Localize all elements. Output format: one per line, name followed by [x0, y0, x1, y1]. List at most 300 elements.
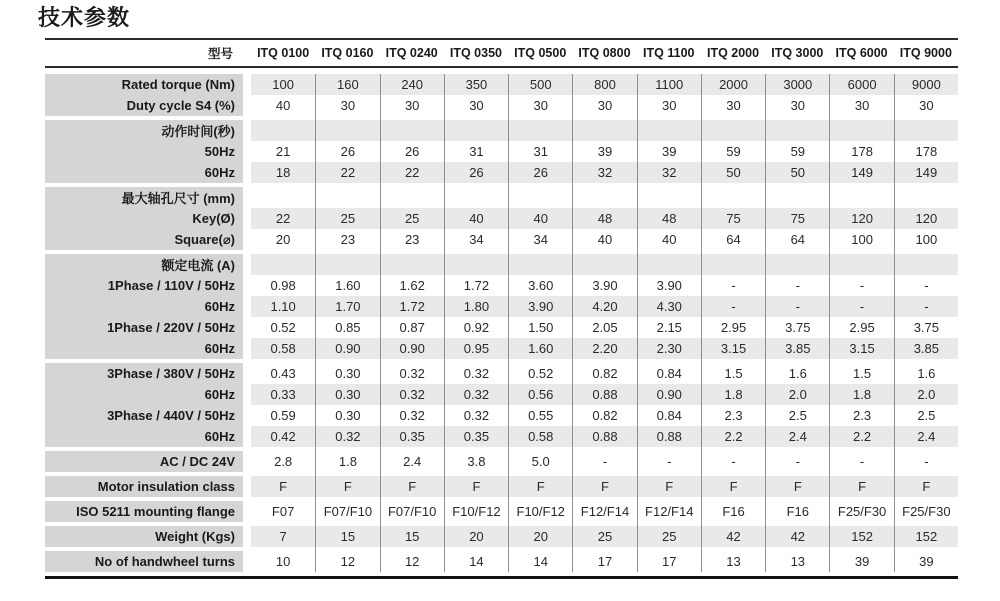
value-cell: [508, 187, 572, 208]
value-cell: 0.32: [380, 363, 444, 384]
value-cell: 0.87: [380, 317, 444, 338]
value-cell: 0.52: [508, 363, 572, 384]
value-cell: 25: [380, 208, 444, 229]
row-label: ISO 5211 mounting flange: [45, 501, 243, 522]
value-cell: [251, 120, 315, 141]
value-cell: 2.3: [701, 405, 765, 426]
value-cell: 13: [765, 551, 829, 572]
value-cell: 0.35: [380, 426, 444, 447]
column-gap: [243, 405, 251, 426]
value-cell: 14: [508, 551, 572, 572]
value-cell: 22: [315, 162, 379, 183]
model-header-cell: ITQ 0350: [449, 46, 502, 60]
value-cell: 1.80: [444, 296, 508, 317]
value-cell: -: [701, 296, 765, 317]
value-cell: F07: [271, 504, 295, 519]
table-row: [45, 405, 958, 426]
value-cell: 1.5: [701, 363, 765, 384]
value-cell: 0.30: [315, 384, 379, 405]
model-header-label: 型号: [207, 47, 233, 61]
value-cell: 0.30: [315, 363, 379, 384]
value-cell: 3000: [765, 74, 829, 95]
value-cell: 39: [829, 551, 893, 572]
value-cell: 30: [894, 95, 958, 116]
value-cell: [572, 254, 636, 275]
value-cell: 25: [637, 526, 701, 547]
value-cell: 14: [444, 551, 508, 572]
value-cell: 800: [572, 74, 636, 95]
column-gap: [243, 162, 251, 183]
value-cell: 23: [315, 229, 379, 250]
value-cell: F: [380, 476, 444, 497]
value-cell: [508, 254, 572, 275]
value-cell: F12/F14: [637, 501, 701, 522]
column-gap: [243, 317, 251, 338]
value-cell: 100: [829, 229, 893, 250]
value-cell: F: [508, 476, 572, 497]
table-row: [45, 526, 958, 547]
row-label: 3Phase / 440V / 50Hz: [45, 405, 243, 426]
value-cell: 13: [701, 551, 765, 572]
value-cell: 0.35: [444, 426, 508, 447]
row-label: 50Hz: [45, 141, 243, 162]
row-label: Rated torque (Nm): [45, 74, 243, 95]
value-cell: 6000: [829, 74, 893, 95]
value-cell: 30: [701, 95, 765, 116]
value-cell: 42: [765, 526, 829, 547]
value-cell: F: [701, 476, 765, 497]
column-gap: [243, 95, 251, 116]
value-cell: 2.95: [829, 317, 893, 338]
value-cell: 2.20: [572, 338, 636, 359]
value-cell: 1.8: [701, 384, 765, 405]
value-cell: 1.72: [380, 296, 444, 317]
value-cell: 4.30: [637, 296, 701, 317]
value-cell: 0.88: [637, 426, 701, 447]
row-label: Square(⌀): [45, 229, 243, 250]
value-cell: 1.50: [508, 317, 572, 338]
value-cell: 1.8: [315, 451, 379, 472]
value-cell: 1.60: [315, 275, 379, 296]
value-cell: 2.2: [829, 426, 893, 447]
value-cell: [637, 187, 701, 208]
value-cell: 2.8: [274, 454, 293, 469]
value-cell: 20: [508, 526, 572, 547]
value-cell: 0.32: [444, 405, 508, 426]
table-row: [45, 141, 958, 162]
value-cell: -: [637, 451, 701, 472]
row-label: Duty cycle S4 (%): [45, 95, 243, 116]
spec-table: [45, 38, 958, 579]
value-cell: 15: [315, 526, 379, 547]
value-cell: 152: [829, 526, 893, 547]
value-cell: [637, 120, 701, 141]
value-cell: 2.5: [765, 405, 829, 426]
value-cell: [251, 254, 315, 275]
value-cell: [829, 120, 893, 141]
value-cell: 0.58: [508, 426, 572, 447]
table-row: [45, 254, 958, 275]
value-cell: 178: [894, 141, 958, 162]
row-label: 1Phase / 110V / 50Hz: [45, 275, 243, 296]
value-cell: 0.85: [315, 317, 379, 338]
value-cell: 0.59: [270, 408, 296, 423]
value-cell: 9000: [894, 74, 958, 95]
value-cell: 0.55: [508, 405, 572, 426]
value-cell: 26: [444, 162, 508, 183]
row-label: 60Hz: [45, 338, 243, 359]
table-row: [45, 229, 958, 250]
table-row: [45, 384, 958, 405]
value-cell: [829, 187, 893, 208]
value-cell: [765, 120, 829, 141]
value-cell: F25/F30: [894, 501, 958, 522]
value-cell: [894, 120, 958, 141]
model-header-cell: ITQ 0100: [257, 46, 310, 60]
value-cell: 0.95: [444, 338, 508, 359]
value-cell: -: [701, 275, 765, 296]
value-cell: [315, 120, 379, 141]
value-cell: 21: [275, 144, 291, 159]
value-cell: 50: [765, 162, 829, 183]
value-cell: 30: [508, 95, 572, 116]
table-row: [45, 317, 958, 338]
value-cell: 12: [315, 551, 379, 572]
value-cell: [894, 254, 958, 275]
value-cell: 25: [315, 208, 379, 229]
model-header-cell: ITQ 0500: [514, 46, 567, 60]
value-cell: 0.32: [444, 363, 508, 384]
value-cell: F07/F10: [315, 501, 379, 522]
value-cell: 0.98: [270, 278, 296, 293]
column-gap: [243, 275, 251, 296]
table-row: [45, 74, 958, 95]
value-cell: 39: [572, 141, 636, 162]
table-row: [45, 501, 958, 522]
value-cell: -: [572, 451, 636, 472]
value-cell: 3.75: [894, 317, 958, 338]
value-cell: 75: [701, 208, 765, 229]
value-cell: F10/F12: [444, 501, 508, 522]
value-cell: 3.75: [765, 317, 829, 338]
value-cell: 240: [380, 74, 444, 95]
value-cell: F: [572, 476, 636, 497]
value-cell: [765, 187, 829, 208]
value-cell: 3.85: [894, 338, 958, 359]
row-label: 60Hz: [45, 384, 243, 405]
value-cell: 1.6: [894, 363, 958, 384]
value-cell: F16: [701, 501, 765, 522]
model-header-cell: ITQ 9000: [899, 46, 952, 60]
value-cell: 2.15: [637, 317, 701, 338]
value-cell: F: [251, 476, 315, 497]
value-cell: -: [829, 296, 893, 317]
value-cell: 0.84: [637, 405, 701, 426]
value-cell: 64: [701, 229, 765, 250]
value-cell: 3.85: [765, 338, 829, 359]
value-cell: 0.90: [315, 338, 379, 359]
model-header-cell: ITQ 0240: [385, 46, 438, 60]
value-cell: F: [829, 476, 893, 497]
value-cell: 0.90: [637, 384, 701, 405]
value-cell: 39: [637, 141, 701, 162]
value-cell: 34: [508, 229, 572, 250]
value-cell: 20: [275, 232, 291, 247]
value-cell: [765, 254, 829, 275]
value-cell: 0.52: [270, 320, 296, 335]
header-row: [45, 38, 958, 68]
value-cell: 20: [444, 526, 508, 547]
column-gap: [243, 501, 251, 522]
column-gap: [243, 141, 251, 162]
table-row: [45, 162, 958, 183]
value-cell: 500: [508, 74, 572, 95]
column-gap: [243, 426, 251, 447]
value-cell: 1.60: [508, 338, 572, 359]
value-cell: 2.0: [765, 384, 829, 405]
row-label: Motor insulation class: [45, 476, 243, 497]
table-body: [45, 68, 958, 579]
column-gap: [243, 187, 251, 208]
table-row: [45, 338, 958, 359]
column-gap: [243, 74, 251, 95]
value-cell: 40: [572, 229, 636, 250]
value-cell: 30: [765, 95, 829, 116]
row-label: Weight (Kgs): [45, 526, 243, 547]
value-cell: 3.60: [508, 275, 572, 296]
value-cell: 26: [315, 141, 379, 162]
value-cell: 3.90: [637, 275, 701, 296]
model-header-cell: ITQ 0160: [321, 46, 374, 60]
column-gap: [243, 338, 251, 359]
value-cell: 0.30: [315, 405, 379, 426]
row-label: 60Hz: [45, 426, 243, 447]
value-cell: -: [765, 451, 829, 472]
table-row: [45, 426, 958, 447]
value-cell: -: [701, 451, 765, 472]
value-cell: F12/F14: [572, 501, 636, 522]
value-cell: 0.56: [508, 384, 572, 405]
value-cell: 18: [251, 162, 315, 183]
value-cell: 1.6: [765, 363, 829, 384]
value-cell: F: [315, 476, 379, 497]
row-label: 60Hz: [45, 296, 243, 317]
value-cell: 0.92: [444, 317, 508, 338]
value-cell: 17: [572, 551, 636, 572]
row-label: No of handwheel turns: [45, 551, 243, 572]
value-cell: -: [894, 296, 958, 317]
column-gap: [243, 254, 251, 275]
value-cell: 48: [637, 208, 701, 229]
value-cell: F16: [765, 501, 829, 522]
value-cell: [380, 120, 444, 141]
column-gap: [243, 384, 251, 405]
value-cell: 22: [251, 208, 315, 229]
value-cell: 2.30: [637, 338, 701, 359]
column-gap: [243, 363, 251, 384]
value-cell: [572, 187, 636, 208]
row-label: 60Hz: [45, 162, 243, 183]
value-cell: [701, 254, 765, 275]
value-cell: 2000: [701, 74, 765, 95]
value-cell: F: [894, 476, 958, 497]
value-cell: -: [894, 275, 958, 296]
value-cell: 32: [572, 162, 636, 183]
value-cell: 3.90: [572, 275, 636, 296]
value-cell: 178: [829, 141, 893, 162]
value-cell: 30: [572, 95, 636, 116]
value-cell: -: [765, 296, 829, 317]
value-cell: 0.42: [251, 426, 315, 447]
value-cell: 0.43: [270, 366, 296, 381]
value-cell: F10/F12: [508, 501, 572, 522]
value-cell: 50: [701, 162, 765, 183]
value-cell: -: [829, 451, 893, 472]
value-cell: 25: [572, 526, 636, 547]
value-cell: [894, 187, 958, 208]
value-cell: [315, 254, 379, 275]
value-cell: F25/F30: [829, 501, 893, 522]
value-cell: 0.32: [444, 384, 508, 405]
value-cell: [829, 254, 893, 275]
value-cell: 100: [251, 74, 315, 95]
value-cell: 32: [637, 162, 701, 183]
value-cell: -: [829, 275, 893, 296]
value-cell: 40: [637, 229, 701, 250]
row-label: 最大轴孔尺寸 (mm): [45, 187, 243, 208]
value-cell: F: [444, 476, 508, 497]
value-cell: 2.4: [380, 451, 444, 472]
value-cell: 152: [894, 526, 958, 547]
value-cell: 2.05: [572, 317, 636, 338]
value-cell: F07/F10: [380, 501, 444, 522]
value-cell: 3.15: [701, 338, 765, 359]
row-label: 3Phase / 380V / 50Hz: [45, 363, 243, 384]
model-header-cell: ITQ 1100: [643, 46, 695, 60]
value-cell: 2.4: [894, 426, 958, 447]
model-header-cell: ITQ 0800: [578, 46, 631, 60]
value-cell: 0.32: [380, 405, 444, 426]
value-cell: 350: [444, 74, 508, 95]
value-cell: F: [637, 476, 701, 497]
row-label: AC / DC 24V: [45, 451, 243, 472]
value-cell: 2.2: [701, 426, 765, 447]
value-cell: -: [894, 451, 958, 472]
value-cell: 0.82: [572, 363, 636, 384]
value-cell: 48: [572, 208, 636, 229]
table-row: [45, 275, 958, 296]
value-cell: 22: [380, 162, 444, 183]
value-cell: 39: [894, 551, 958, 572]
value-cell: [444, 120, 508, 141]
value-cell: 0.58: [251, 338, 315, 359]
value-cell: 2.4: [765, 426, 829, 447]
value-cell: 59: [701, 141, 765, 162]
value-cell: 17: [637, 551, 701, 572]
value-cell: [637, 254, 701, 275]
value-cell: 160: [315, 74, 379, 95]
table-row: [45, 451, 958, 472]
value-cell: 15: [380, 526, 444, 547]
value-cell: 1.62: [380, 275, 444, 296]
table-row: [45, 187, 958, 208]
value-cell: 7: [251, 526, 315, 547]
value-cell: 3.15: [829, 338, 893, 359]
row-label: 1Phase / 220V / 50Hz: [45, 317, 243, 338]
value-cell: 0.33: [251, 384, 315, 405]
value-cell: 26: [508, 162, 572, 183]
model-header-cell: ITQ 3000: [771, 46, 824, 60]
value-cell: 3.8: [444, 451, 508, 472]
value-cell: 120: [894, 208, 958, 229]
row-label: 动作时间(秒): [45, 120, 243, 141]
value-cell: [572, 120, 636, 141]
value-cell: [508, 120, 572, 141]
value-cell: 12: [380, 551, 444, 572]
row-label: 额定电流 (A): [45, 254, 243, 275]
value-cell: 2.0: [894, 384, 958, 405]
value-cell: 0.84: [637, 363, 701, 384]
value-cell: 2.5: [894, 405, 958, 426]
value-cell: 0.88: [572, 426, 636, 447]
value-cell: 30: [380, 95, 444, 116]
column-gap: [243, 526, 251, 547]
value-cell: [444, 187, 508, 208]
value-cell: 2.3: [829, 405, 893, 426]
value-cell: [380, 187, 444, 208]
column-gap: [243, 120, 251, 141]
page-title: 技术参数: [38, 5, 131, 30]
value-cell: 0.32: [380, 384, 444, 405]
value-cell: 26: [380, 141, 444, 162]
value-cell: 0.82: [572, 405, 636, 426]
value-cell: 34: [444, 229, 508, 250]
column-gap: [243, 208, 251, 229]
value-cell: 3.90: [508, 296, 572, 317]
value-cell: [380, 254, 444, 275]
table-row: [45, 296, 958, 317]
value-cell: 1.70: [315, 296, 379, 317]
value-cell: F: [765, 476, 829, 497]
value-cell: 10: [275, 554, 291, 569]
table-row: [45, 208, 958, 229]
table-row: [45, 551, 958, 572]
table-row: [45, 476, 958, 497]
value-cell: 120: [829, 208, 893, 229]
value-cell: 0.90: [380, 338, 444, 359]
value-cell: [701, 120, 765, 141]
value-cell: 149: [894, 162, 958, 183]
value-cell: 1.8: [829, 384, 893, 405]
table-row: [45, 120, 958, 141]
column-gap: [243, 451, 251, 472]
value-cell: 30: [637, 95, 701, 116]
table-row: [45, 95, 958, 116]
value-cell: [444, 254, 508, 275]
column-gap: [243, 551, 251, 572]
value-cell: 30: [315, 95, 379, 116]
value-cell: 0.32: [315, 426, 379, 447]
value-cell: 1.5: [829, 363, 893, 384]
value-cell: 0.88: [572, 384, 636, 405]
value-cell: 4.20: [572, 296, 636, 317]
value-cell: [251, 187, 315, 208]
value-cell: 30: [444, 95, 508, 116]
value-cell: 2.95: [701, 317, 765, 338]
value-cell: 31: [444, 141, 508, 162]
value-cell: 1.72: [444, 275, 508, 296]
value-cell: [701, 187, 765, 208]
